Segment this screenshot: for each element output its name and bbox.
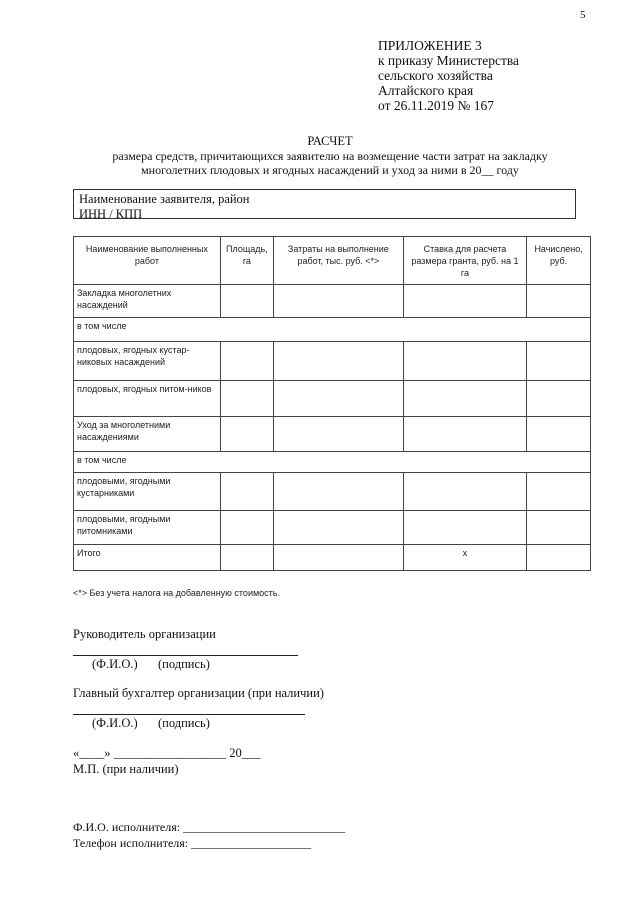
document-title: [40, 134, 620, 177]
table-cell: x: [403, 545, 526, 571]
table-cell: [403, 342, 526, 381]
stamp-label: М.П. (при наличии): [73, 762, 179, 776]
table-cell: [527, 511, 591, 545]
table-row: [74, 285, 591, 318]
executor-phone: Телефон исполнителя: ____________________: [73, 836, 312, 850]
appendix-date-line: от 26.11.2019 № 167: [378, 98, 494, 113]
table-cell: [220, 381, 273, 417]
table-cell: [527, 342, 591, 381]
table-cell: [527, 417, 591, 452]
table-cell: [273, 381, 403, 417]
table-cell: [403, 473, 526, 511]
table-cell: [273, 285, 403, 318]
appendix-header: [378, 38, 519, 113]
table-cell: [403, 511, 526, 545]
table-row: [74, 342, 591, 381]
table-cell: [403, 381, 526, 417]
header-costs: Затраты на выполнение работ, тыс. руб. <*>: [273, 237, 403, 285]
table-cell: [273, 473, 403, 511]
table-cell: [273, 417, 403, 452]
table-row: [74, 381, 591, 417]
table-body: [74, 285, 591, 571]
table-row: [74, 511, 591, 545]
date-line: «____» __________________ 20___: [73, 746, 261, 760]
executor-fio: Ф.И.О. исполнителя: ___________________________: [73, 820, 346, 834]
table-cell: [527, 285, 591, 318]
table-cell: [273, 511, 403, 545]
table-cell: [220, 417, 273, 452]
row-label: плодовых, ягодных питом-ников: [74, 381, 221, 417]
head-label: Руководитель организации: [73, 627, 216, 641]
table-row: [74, 417, 591, 452]
table-cell: [527, 545, 591, 571]
table-cell: [403, 417, 526, 452]
title-line-1: размера средств, причитающихся заявителю на возмещение части затрат на закладку: [112, 149, 548, 163]
table-cell: [527, 381, 591, 417]
row-label: Закладка многолетних насаждений: [74, 285, 221, 318]
row-label: плодовыми, ягодными кустарниками: [74, 473, 221, 511]
header-work-name: Наименование выполненных работ: [74, 237, 221, 285]
title-heading: РАСЧЕТ: [307, 134, 353, 148]
page-number: 5: [580, 9, 586, 21]
applicant-name-label: Наименование заявителя, район: [79, 192, 250, 206]
appendix-order-line: к приказу Министерства: [378, 53, 520, 68]
appendix-title: ПРИЛОЖЕНИЕ 3: [378, 38, 482, 53]
appendix-ministry-line: сельского хозяйства: [378, 68, 493, 83]
table-cell: [403, 285, 526, 318]
table-cell: [220, 545, 273, 571]
table-cell: [527, 473, 591, 511]
applicant-box: [73, 189, 576, 219]
table-cell: [273, 545, 403, 571]
row-label: Итого: [74, 545, 221, 571]
row-label: в том числе: [74, 318, 591, 342]
row-label: Уход за многолетними насаждениями: [74, 417, 221, 452]
table-cell: [220, 511, 273, 545]
table-cell: [220, 473, 273, 511]
table-row: [74, 473, 591, 511]
table-cell: [220, 285, 273, 318]
table-cell: [220, 342, 273, 381]
table-cell: [273, 342, 403, 381]
applicant-inn-label: ИНН / КПП: [79, 206, 143, 221]
accountant-label: Главный бухгалтер организации (при наличии): [73, 686, 324, 700]
calculation-table: [73, 236, 591, 571]
header-rate: Ставка для расчета размера гранта, руб. на 1 га: [403, 237, 526, 285]
table-row: [74, 318, 591, 342]
table-row: [74, 452, 591, 473]
row-label: плодовых, ягодных кустар-никовых насаждений: [74, 342, 221, 381]
row-label: плодовыми, ягодными питомниками: [74, 511, 221, 545]
row-label: в том числе: [74, 452, 591, 473]
head-signature-line: [73, 655, 298, 656]
table-header-row: [74, 237, 591, 285]
table-row: [74, 545, 591, 571]
head-signature-caption: (подпись): [158, 657, 210, 671]
title-line-2: многолетних плодовых и ягодных насаждений и уход за ними в 20__ году: [141, 163, 519, 177]
appendix-region-line: Алтайского края: [378, 83, 474, 98]
footnote: <*> Без учета налога на добавленную стоимость.: [73, 588, 280, 598]
accountant-signature-line: [73, 714, 305, 715]
accountant-signature-caption: (подпись): [158, 716, 210, 730]
header-accrued: Начислено, руб.: [527, 237, 591, 285]
accountant-fio-caption: (Ф.И.О.): [92, 716, 138, 730]
head-fio-caption: (Ф.И.О.): [92, 657, 138, 671]
header-area: Площадь, га: [220, 237, 273, 285]
